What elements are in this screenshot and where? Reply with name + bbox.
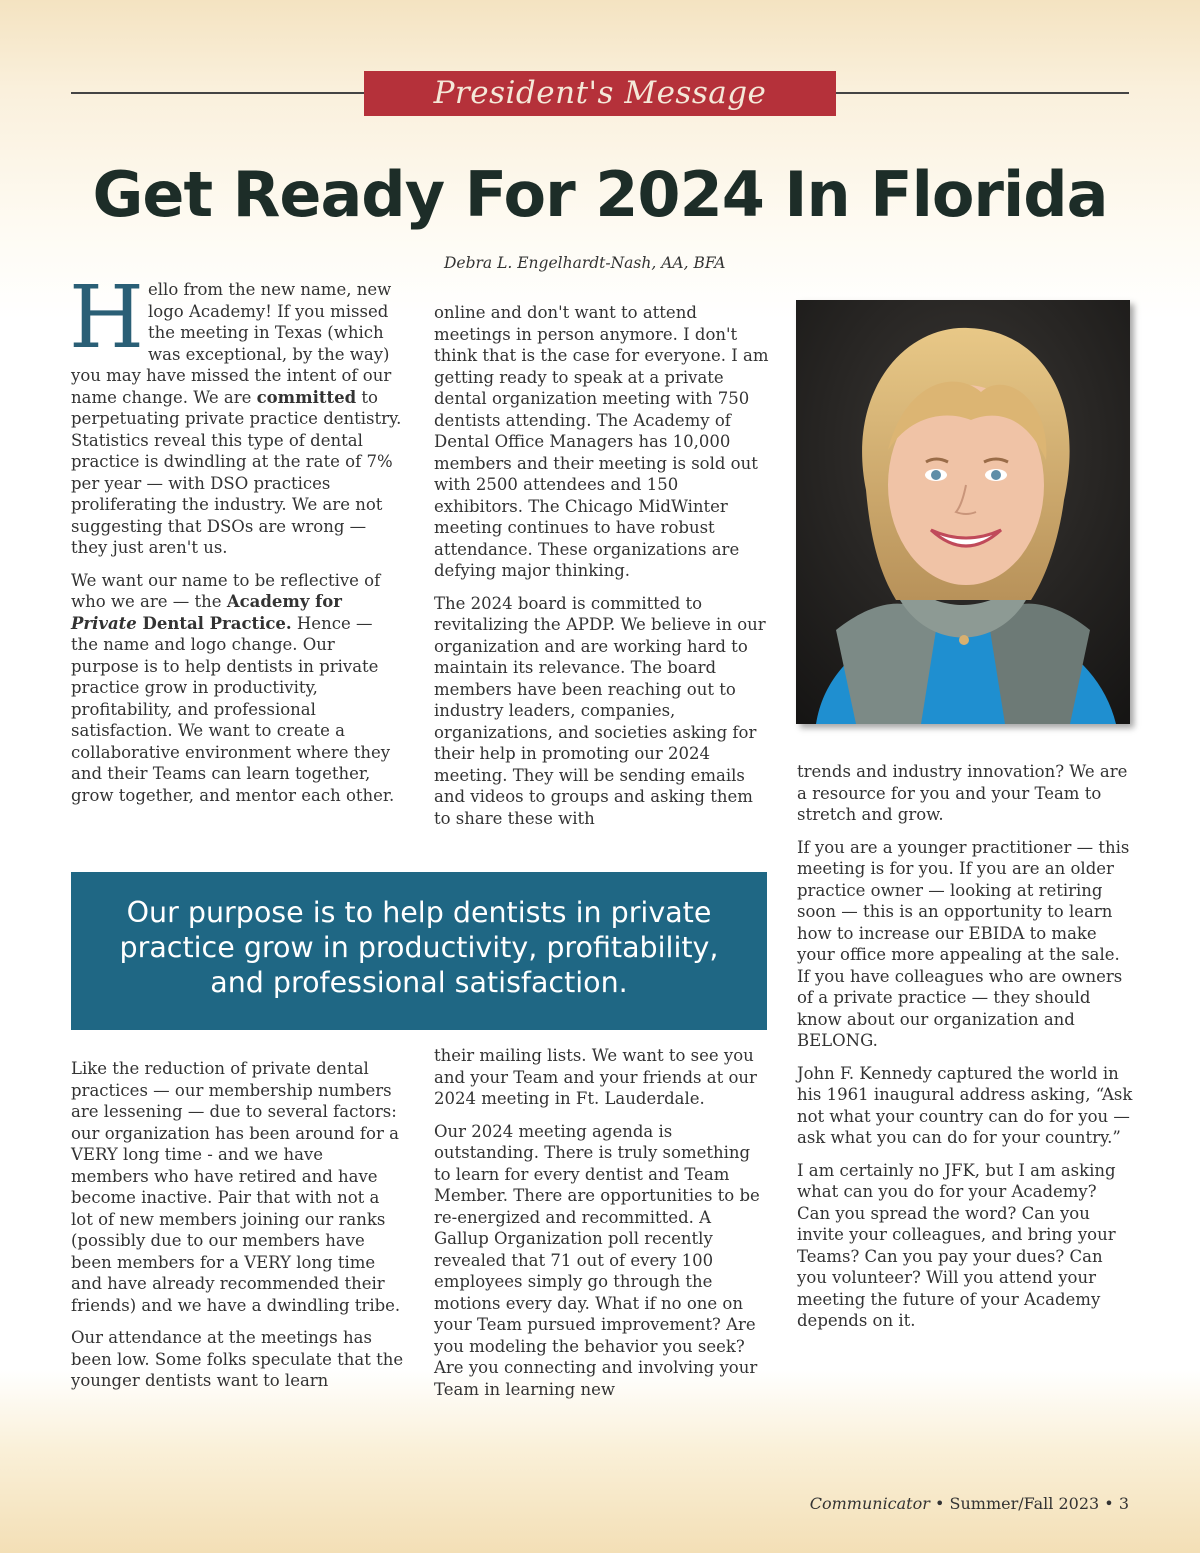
portrait-illustration (796, 300, 1130, 724)
drop-cap: H (69, 268, 144, 368)
paragraph-text: to perpetuating private practice dentistry. Statistics reveal this type of dental practice is dwindling at the rate of 7% per year — with DSO practices proliferating the industry. We are not suggesting that DSOs are wrong — they just aren't us. (71, 387, 402, 557)
paragraph: trends and industry innovation? We are a resource for you and your Team to stretch and grow. (797, 762, 1128, 824)
section-banner: President's Message (364, 71, 836, 116)
paragraph: I am certainly no JFK, but I am asking what can you do for your Academy? Can you spread the word? Can you invite your colleagues, and bring your Teams? Can you pay your dues? Can you volunteer? Will you attend your meeting the future of your Academy depends on it. (797, 1160, 1116, 1330)
column-1-top (69, 268, 404, 817)
pull-quote: Our purpose is to help dentists in private practice grow in productivity, profitability, and professional satisfaction. (71, 872, 767, 1030)
paragraph: Like the reduction of private dental practices — our membership numbers are lessening — due to several factors: our organization has been around for a VERY long time - and we have members who have retired and have become inactive. Pair that with not a lot of new members joining our ranks (possibly due to our members have been members for a VERY long time and have already recommended their friends) and we have a dwindling tribe. (71, 1059, 401, 1315)
column-1-bottom (71, 1058, 404, 1403)
header-rule-left (71, 92, 364, 94)
paragraph: their mailing lists. We want to see you and your Team and your friends at our 2024 meeting in Ft. Lauderdale. (434, 1046, 757, 1108)
paragraph-text: We want our name to be reflective of who we are — the (71, 570, 381, 611)
paragraph: Our attendance at the meetings has been low. Some folks speculate that the younger dentists want to learn (71, 1328, 404, 1390)
paragraph-text: Hence — the name and logo change. Our purpose is to help dentists in private practice grow in productivity, profitability, and professional satisfaction. We want to create a collaborative environment where they and their Teams can learn together, grow together, and mentor each other. (71, 613, 395, 805)
bold-italic-text: Private (71, 613, 137, 633)
paragraph: The 2024 board is committed to revitalizing the APDP. We believe in our organization and are working hard to maintain its relevance. The board members have been reaching out to industry leaders, companies, organizations, and societies asking for their help in promoting our 2024 meeting. They will be sending emails and videos to groups and asking them to share these with (434, 593, 766, 828)
column-2-top (434, 302, 769, 840)
paragraph: If you are a younger practitioner — this meeting is for you. If you are an older practice owner — looking at retiring soon — this is an opportunity to learn how to increase our EBIDA to make your office more appealing at the sale. If you have colleagues who are owners of a private practice — they should know about our organization and BELONG. (797, 837, 1130, 1050)
issue-info: • Summer/Fall 2023 • 3 (929, 1494, 1129, 1513)
paragraph: Our 2024 meeting agenda is outstanding. There is truly something to learn for every dentist and Team Member. There are opportunities to be re-energized and recommitted. A Gallup Organization poll recently revealed that 71 out of every 100 employees simply go through the motions every day. What if no one on your Team pursued improvement? Are you modeling the behavior you seek? Are you connecting and involving your Team in learning new (434, 1121, 760, 1399)
page-title: Get Ready For 2024 In Florida (92, 158, 1108, 231)
paragraph (71, 570, 404, 807)
paragraph (69, 268, 404, 559)
column-3 (797, 761, 1133, 1343)
publication-name: Communicator (809, 1494, 930, 1513)
paragraph: online and don't want to attend meetings in person anymore. I don't think that is the case for everyone. I am getting ready to speak at a private dental organization meeting with 750 dentists attending. The Academy of Dental Office Managers has 10,000 members and their meeting is sold out with 2500 attendees and 150 exhibitors. The Chicago MidWinter meeting continues to have robust attendance. These organizations are defying major thinking. (434, 303, 769, 580)
bold-text: Academy for (226, 592, 342, 611)
page-footer (810, 1494, 1129, 1513)
bold-text: committed (256, 387, 357, 407)
paragraph-text: ello from the new name, new logo Academy! If you missed the meeting in Texas (which was exceptional, by the way) you may have missed the intent of our name change. We are (71, 280, 392, 407)
paragraph: John F. Kennedy captured the world in his 1961 inaugural address asking, “Ask not what your country can do for you — ask what you can do for your country.” (797, 1063, 1133, 1147)
header-rule-right (836, 92, 1129, 94)
bold-text: Dental Practice. (136, 613, 292, 633)
author-photo (796, 300, 1130, 724)
byline: Debra L. Engelhardt-Nash, AA, BFA (444, 254, 726, 272)
column-2-bottom (434, 1045, 769, 1411)
